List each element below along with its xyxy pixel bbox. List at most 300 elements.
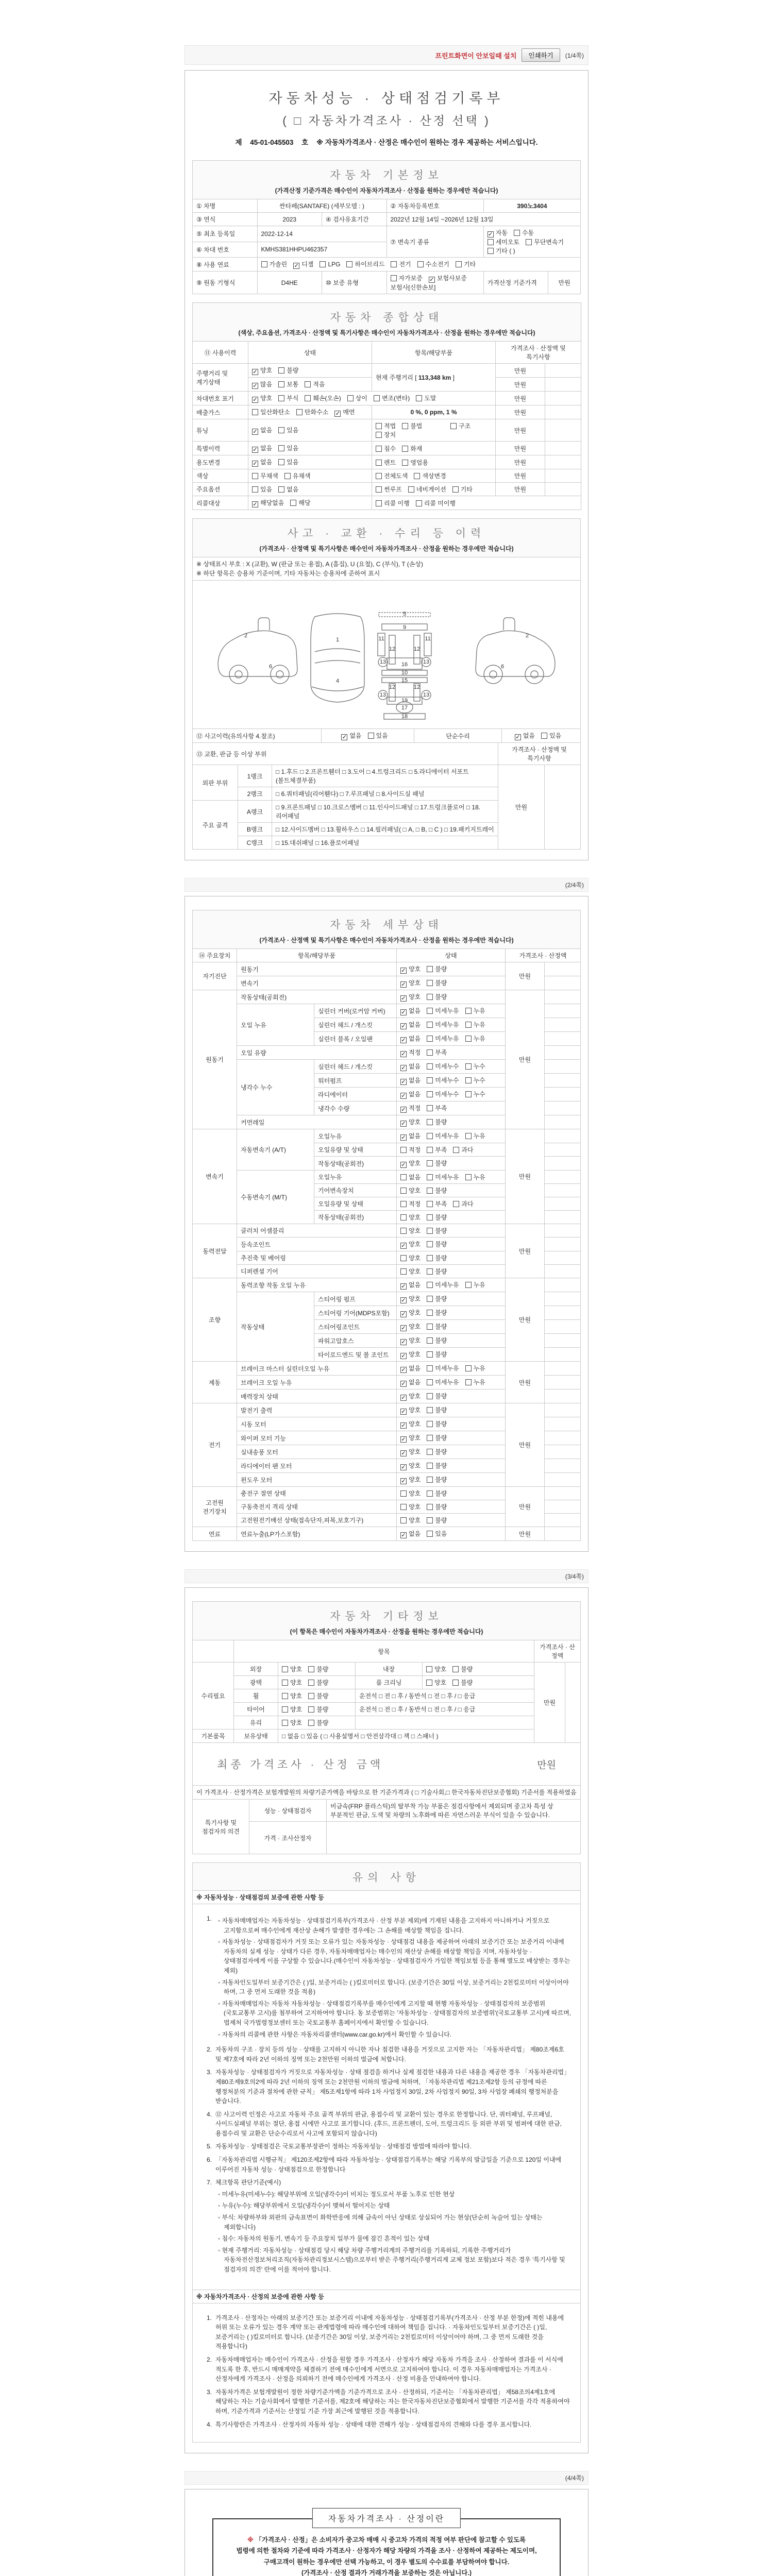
choice-불량[interactable]: 불량 — [427, 1447, 447, 1456]
choice-미세누유[interactable]: 미세누유 — [427, 1378, 459, 1386]
unchecked-checkbox[interactable] — [427, 1517, 433, 1523]
unchecked-checkbox[interactable] — [417, 261, 424, 267]
checked-checkbox[interactable] — [400, 1339, 407, 1345]
choice-변조(변타)[interactable]: 변조(변타) — [374, 394, 410, 402]
unchecked-checkbox[interactable] — [282, 1720, 288, 1726]
choice-있음[interactable]: 있음 — [368, 731, 388, 740]
unchecked-checkbox[interactable] — [400, 1490, 407, 1497]
choice-누유[interactable]: 누유 — [465, 1364, 485, 1372]
remark-cell[interactable] — [544, 1171, 580, 1184]
unchecked-checkbox[interactable] — [465, 1282, 472, 1288]
print-button[interactable]: 인쇄하기 — [522, 48, 560, 62]
unchecked-checkbox[interactable] — [427, 1147, 433, 1153]
unchecked-checkbox[interactable] — [320, 261, 326, 267]
choice-양호[interactable]: ✓양호 — [252, 366, 272, 375]
unchecked-checkbox[interactable] — [427, 1449, 433, 1455]
choice-불량[interactable]: 불량 — [427, 1433, 447, 1442]
unchecked-checkbox[interactable] — [278, 459, 284, 465]
unchecked-checkbox[interactable] — [252, 473, 258, 479]
unchecked-checkbox[interactable] — [282, 1706, 288, 1713]
remark-cell[interactable] — [545, 364, 581, 378]
choice-불량[interactable]: 불량 — [308, 1705, 328, 1714]
remark-cell[interactable] — [545, 442, 581, 455]
remark-cell[interactable] — [545, 483, 581, 496]
remark-cell[interactable] — [544, 1431, 580, 1445]
choice-침수[interactable]: 침수 — [376, 444, 396, 453]
choice-기타[interactable]: 기타 — [456, 260, 476, 268]
unchecked-checkbox[interactable] — [427, 1241, 433, 1247]
remark-cell[interactable] — [544, 1157, 580, 1171]
remark-cell[interactable] — [544, 1320, 580, 1334]
remark-cell[interactable] — [544, 1129, 580, 1143]
unchecked-checkbox[interactable] — [427, 1490, 433, 1497]
choice-양호[interactable]: ✓ 양호 — [400, 1336, 421, 1345]
choice-양호[interactable]: 양호 — [282, 1718, 302, 1727]
checked-checkbox[interactable] — [400, 1162, 407, 1168]
checked-checkbox[interactable] — [252, 447, 258, 453]
unchecked-checkbox[interactable] — [427, 1477, 433, 1483]
checked-checkbox[interactable] — [400, 1037, 407, 1043]
basic-items-checklist[interactable]: □ 없음 □ 있음 ( □ 사용설명서 □ 안전삼각대 □ 잭 □ 스패너 ) — [278, 1730, 534, 1743]
choice-누유[interactable]: 누유 — [465, 1378, 485, 1386]
checked-checkbox[interactable] — [400, 1367, 407, 1373]
choice-수동[interactable]: 수동 — [514, 228, 534, 237]
choice-불량[interactable]: 불량 — [427, 1186, 447, 1195]
choice-불량[interactable]: 불량 — [308, 1678, 328, 1687]
choice-양호[interactable]: ✓ 양호 — [400, 1322, 421, 1331]
choice-양호[interactable]: 양호 — [400, 1489, 421, 1498]
unchecked-checkbox[interactable] — [402, 460, 408, 466]
unchecked-checkbox[interactable] — [376, 500, 382, 506]
unchecked-checkbox[interactable] — [427, 1379, 433, 1385]
choice-양호[interactable]: ✓ 양호 — [400, 1461, 421, 1470]
choice-미세누유[interactable]: 미세누유 — [427, 1034, 459, 1043]
choice-매연[interactable]: ✓ 매연 — [334, 408, 355, 417]
choice-탄화수소[interactable]: 탄화수소 — [296, 408, 328, 416]
choice-미세누수[interactable]: 미세누수 — [427, 1090, 459, 1098]
unchecked-checkbox[interactable] — [465, 1036, 472, 1042]
remark-cell[interactable] — [544, 1473, 580, 1487]
choice-리콜 이행[interactable]: 리콜 이행 — [376, 499, 410, 507]
choice-누수[interactable]: 누수 — [465, 1076, 485, 1084]
choice-양호[interactable]: ✓ 양호 — [400, 1405, 421, 1415]
unchecked-checkbox[interactable] — [296, 409, 303, 415]
remark-cell[interactable] — [544, 962, 580, 976]
checked-checkbox[interactable] — [400, 1381, 407, 1387]
choice-불량[interactable]: 불량 — [427, 1226, 447, 1235]
choice-적정[interactable]: ✓ 적정 — [400, 1104, 421, 1113]
unchecked-checkbox[interactable] — [391, 275, 397, 281]
unchecked-checkbox[interactable] — [427, 1228, 433, 1234]
choice-미세누유[interactable]: 미세누유 — [427, 1364, 459, 1372]
choice-미세누유[interactable]: 미세누유 — [427, 1131, 459, 1140]
install-notice[interactable]: 프린트화면이 안보일때 설치 — [435, 52, 517, 60]
choice-양호[interactable]: ✓ 양호 — [252, 394, 272, 403]
checked-checkbox[interactable] — [252, 383, 258, 389]
unchecked-checkbox[interactable] — [376, 486, 382, 493]
choice-양호[interactable]: 양호 — [400, 1502, 421, 1511]
choice-미세누유[interactable]: 미세누유 — [427, 1280, 459, 1289]
choice-누유[interactable]: 누유 — [465, 1034, 485, 1043]
unchecked-checkbox[interactable] — [465, 1022, 472, 1028]
unchecked-checkbox[interactable] — [427, 1063, 433, 1070]
remark-cell[interactable] — [544, 1046, 580, 1060]
checked-checkbox[interactable] — [400, 1051, 407, 1057]
choice-있음[interactable]: 있음 — [278, 444, 298, 452]
choice-무단변속기[interactable]: 무단변속기 — [526, 238, 564, 246]
remark-cell[interactable] — [545, 378, 581, 392]
remark-cell[interactable] — [545, 455, 581, 469]
remark-cell[interactable] — [544, 1101, 580, 1115]
unchecked-checkbox[interactable] — [427, 1504, 433, 1510]
choice-없음[interactable]: ✓ 없음 — [252, 444, 272, 453]
choice-양호[interactable]: ✓ 양호 — [400, 1447, 421, 1456]
choice-많음[interactable]: ✓많음 — [252, 380, 272, 389]
unchecked-checkbox[interactable] — [465, 1063, 472, 1070]
part-checklist[interactable]: □ 1.후드 □ 2.프론트휀더 □ 3.도어 □ 4.트렁크리드 □ 5.라디에이터 서포트(볼트체결부품) — [272, 765, 498, 787]
choice-양호[interactable]: ✓ 양호 — [400, 992, 421, 1002]
checked-checkbox[interactable] — [400, 1107, 407, 1113]
unchecked-checkbox[interactable] — [346, 261, 352, 267]
checked-checkbox[interactable] — [252, 369, 258, 375]
choice-부식[interactable]: 부식 — [278, 394, 298, 402]
unchecked-checkbox[interactable] — [376, 460, 382, 466]
repair-item-detail[interactable] — [356, 1716, 534, 1730]
unchecked-checkbox[interactable] — [278, 381, 284, 387]
choice-없음[interactable]: ✓ 없음 — [341, 731, 361, 740]
checked-checkbox[interactable] — [400, 1464, 407, 1470]
choice-불량[interactable]: 불량 — [427, 978, 447, 987]
part-checklist[interactable]: □ 9.프론트패널 □ 10.크로스멤버 □ 11.인사이드패널 □ 17.트렁크플로어 □ 18.리어패널 — [272, 801, 498, 823]
checked-checkbox[interactable] — [400, 1079, 407, 1085]
choice-적정[interactable]: ✓ 적정 — [400, 1048, 421, 1057]
choice-누유[interactable]: 누유 — [465, 1280, 485, 1289]
unchecked-checkbox[interactable] — [400, 1228, 407, 1234]
checked-checkbox[interactable] — [400, 1121, 407, 1127]
unchecked-checkbox[interactable] — [427, 1255, 433, 1261]
choice-불량[interactable]: 불량 — [427, 1294, 447, 1303]
remark-cell[interactable] — [544, 1018, 580, 1032]
choice-부족[interactable]: 부족 — [427, 1199, 447, 1208]
choice-불량[interactable]: 불량 — [308, 1665, 328, 1673]
choice-양호[interactable]: 양호 — [426, 1665, 446, 1673]
choice-불량[interactable]: 불량 — [427, 964, 447, 973]
choice-미세누수[interactable]: 미세누수 — [427, 1076, 459, 1084]
unchecked-checkbox[interactable] — [402, 423, 408, 429]
unchecked-checkbox[interactable] — [376, 446, 382, 452]
choice-일산화탄소[interactable]: 일산화탄소 — [252, 408, 290, 416]
unchecked-checkbox[interactable] — [427, 1435, 433, 1441]
choice-불법[interactable]: 불법 — [402, 421, 422, 430]
unchecked-checkbox[interactable] — [427, 1105, 433, 1111]
unchecked-checkbox[interactable] — [453, 1147, 459, 1153]
choice-양호[interactable]: 양호 — [282, 1665, 302, 1673]
remark-cell[interactable] — [544, 1143, 580, 1157]
unchecked-checkbox[interactable] — [374, 395, 380, 401]
appraiser-remark-text[interactable] — [327, 1822, 581, 1854]
unchecked-checkbox[interactable] — [376, 423, 382, 429]
unchecked-checkbox[interactable] — [376, 473, 382, 479]
unchecked-checkbox[interactable] — [427, 1049, 433, 1056]
unchecked-checkbox[interactable] — [427, 1119, 433, 1125]
remark-cell[interactable] — [544, 1500, 580, 1514]
choice-불량[interactable]: 불량 — [278, 366, 298, 375]
choice-화재[interactable]: 화재 — [402, 444, 422, 453]
unchecked-checkbox[interactable] — [427, 1337, 433, 1344]
checked-checkbox[interactable] — [252, 501, 258, 507]
unchecked-checkbox[interactable] — [278, 367, 284, 374]
remark-cell[interactable] — [544, 1487, 580, 1500]
unchecked-checkbox[interactable] — [526, 239, 532, 245]
checked-checkbox[interactable] — [400, 1395, 407, 1401]
repair-item-detail[interactable]: 운전석 □ 전 □ 후 / 동반석 □ 전 □ 후 / □ 응급 — [356, 1703, 534, 1716]
unchecked-checkbox[interactable] — [278, 486, 284, 493]
choice-불량[interactable]: 불량 — [427, 1516, 447, 1524]
choice-네비게이션[interactable]: 네비게이션 — [408, 485, 446, 494]
unchecked-checkbox[interactable] — [427, 1268, 433, 1275]
checked-checkbox[interactable] — [400, 981, 407, 988]
choice-불량[interactable]: 불량 — [427, 1405, 447, 1414]
choice-불량[interactable]: 불량 — [427, 1461, 447, 1470]
choice-디젤[interactable]: ✓ 디젤 — [293, 260, 313, 269]
unchecked-checkbox[interactable] — [402, 446, 408, 452]
choice-불량[interactable]: 불량 — [427, 1475, 447, 1484]
unchecked-checkbox[interactable] — [414, 473, 420, 479]
choice-불량[interactable]: 불량 — [308, 1718, 328, 1727]
choice-양호[interactable]: 양호 — [282, 1705, 302, 1714]
choice-없음[interactable]: ✓ 없음 — [400, 1006, 421, 1015]
remark-cell[interactable] — [545, 765, 581, 850]
choice-해당[interactable]: 해당 — [290, 498, 310, 507]
choice-훼손(오손)[interactable]: 훼손(오손) — [305, 394, 341, 402]
unchecked-checkbox[interactable] — [465, 1077, 472, 1083]
unchecked-checkbox[interactable] — [347, 395, 354, 401]
choice-양호[interactable]: 양호 — [400, 1226, 421, 1235]
choice-자동[interactable]: ✓자동 — [488, 228, 508, 238]
choice-과다[interactable]: 과다 — [453, 1145, 473, 1154]
checked-checkbox[interactable] — [400, 1478, 407, 1484]
choice-전체도색[interactable]: 전체도색 — [376, 471, 408, 480]
unchecked-checkbox[interactable] — [541, 733, 547, 739]
choice-불량[interactable]: 불량 — [427, 1240, 447, 1248]
unchecked-checkbox[interactable] — [282, 1666, 288, 1672]
checked-checkbox[interactable] — [293, 263, 299, 269]
remark-cell[interactable] — [544, 1251, 580, 1265]
choice-양호[interactable]: 양호 — [400, 1213, 421, 1222]
remark-cell[interactable] — [544, 1376, 580, 1389]
checked-checkbox[interactable] — [429, 277, 435, 283]
unchecked-checkbox[interactable] — [452, 486, 459, 493]
unchecked-checkbox[interactable] — [400, 1201, 407, 1207]
unchecked-checkbox[interactable] — [427, 1091, 433, 1097]
checked-checkbox[interactable] — [341, 734, 347, 740]
checked-checkbox[interactable] — [400, 1311, 407, 1317]
choice-양호[interactable]: 양호 — [282, 1678, 302, 1687]
remark-cell[interactable] — [544, 1292, 580, 1306]
choice-불량[interactable]: 불량 — [427, 1117, 447, 1126]
choice-양호[interactable]: 양호 — [282, 1691, 302, 1700]
unchecked-checkbox[interactable] — [427, 1407, 433, 1413]
remark-cell[interactable] — [544, 1265, 580, 1278]
unchecked-checkbox[interactable] — [252, 486, 258, 493]
choice-불량[interactable]: 불량 — [452, 1678, 473, 1687]
choice-있음[interactable]: 있음 — [278, 457, 298, 466]
unchecked-checkbox[interactable] — [427, 1463, 433, 1469]
choice-불량[interactable]: 불량 — [427, 1350, 447, 1359]
unchecked-checkbox[interactable] — [290, 500, 296, 506]
remark-cell[interactable] — [545, 469, 581, 483]
choice-누유[interactable]: 누유 — [465, 1006, 485, 1015]
part-checklist[interactable]: □ 15.대쉬패널 □ 16.플로어패널 — [272, 836, 498, 850]
unchecked-checkbox[interactable] — [308, 1706, 314, 1713]
choice-도말[interactable]: 도말 — [416, 394, 436, 402]
choice-양호[interactable]: ✓ 양호 — [400, 1294, 421, 1303]
unchecked-checkbox[interactable] — [284, 473, 291, 479]
choice-없음[interactable]: ✓ 없음 — [400, 1280, 421, 1290]
unchecked-checkbox[interactable] — [465, 1174, 472, 1180]
unchecked-checkbox[interactable] — [427, 1296, 433, 1302]
repair-item-detail[interactable]: 운전석 □ 전 □ 후 / 동반석 □ 전 □ 후 / □ 응급 — [356, 1689, 534, 1703]
unchecked-checkbox[interactable] — [252, 409, 258, 415]
choice-불량[interactable]: 불량 — [427, 1308, 447, 1317]
choice-양호[interactable]: ✓ 양호 — [400, 1392, 421, 1401]
choice-적음[interactable]: 적음 — [305, 380, 325, 388]
unchecked-checkbox[interactable] — [427, 1324, 433, 1330]
unchecked-checkbox[interactable] — [400, 1504, 407, 1510]
choice-양호[interactable]: 양호 — [426, 1678, 446, 1687]
choice-누수[interactable]: 누수 — [465, 1062, 485, 1071]
unchecked-checkbox[interactable] — [308, 1666, 314, 1672]
choice-부족[interactable]: 부족 — [427, 1048, 447, 1057]
choice-불량[interactable]: 불량 — [427, 1392, 447, 1400]
choice-없음[interactable]: ✓ 없음 — [400, 1131, 421, 1141]
choice-구조[interactable]: 구조 — [450, 421, 470, 430]
choice-불량[interactable]: 불량 — [427, 992, 447, 1001]
unchecked-checkbox[interactable] — [400, 1214, 407, 1221]
choice-불량[interactable]: 불량 — [427, 1267, 447, 1276]
unchecked-checkbox[interactable] — [456, 261, 462, 267]
checked-checkbox[interactable] — [400, 1422, 407, 1429]
unchecked-checkbox[interactable] — [427, 1077, 433, 1083]
choice-불량[interactable]: 불량 — [427, 1159, 447, 1167]
unchecked-checkbox[interactable] — [261, 261, 267, 267]
checked-checkbox[interactable] — [515, 734, 521, 740]
choice-없음[interactable]: ✓ 없음 — [252, 457, 272, 467]
unchecked-checkbox[interactable] — [308, 1680, 314, 1686]
unchecked-checkbox[interactable] — [400, 1188, 407, 1194]
unchecked-checkbox[interactable] — [427, 1133, 433, 1139]
checked-checkbox[interactable] — [400, 1409, 407, 1415]
remark-cell[interactable] — [544, 1004, 580, 1018]
part-checklist[interactable]: □ 6.쿼터패널(리어휀다) □ 7.루프패널 □ 8.사이드실 패널 — [272, 787, 498, 801]
unchecked-checkbox[interactable] — [427, 1421, 433, 1427]
checked-checkbox[interactable] — [400, 1093, 407, 1099]
choice-누유[interactable]: 누유 — [465, 1131, 485, 1140]
choice-있음[interactable]: 있음 — [427, 1529, 447, 1538]
choice-보통[interactable]: 보통 — [278, 380, 298, 388]
remark-cell[interactable] — [544, 1306, 580, 1320]
choice-미세누유[interactable]: 미세누유 — [427, 1006, 459, 1015]
checked-checkbox[interactable] — [400, 1297, 407, 1303]
unchecked-checkbox[interactable] — [453, 1201, 459, 1207]
choice-양호[interactable]: 양호 — [400, 1253, 421, 1262]
checked-checkbox[interactable] — [252, 461, 258, 467]
choice-양호[interactable]: ✓ 양호 — [400, 1240, 421, 1249]
checked-checkbox[interactable] — [400, 1065, 407, 1071]
checked-checkbox[interactable] — [400, 1023, 407, 1029]
checked-checkbox[interactable] — [400, 1353, 407, 1359]
unchecked-checkbox[interactable] — [427, 1201, 433, 1207]
choice-불량[interactable]: 불량 — [427, 1489, 447, 1498]
choice-유채색[interactable]: 유채색 — [284, 471, 311, 480]
choice-불량[interactable]: 불량 — [427, 1213, 447, 1222]
choice-양호[interactable]: 양호 — [400, 1186, 421, 1195]
unchecked-checkbox[interactable] — [282, 1680, 288, 1686]
unchecked-checkbox[interactable] — [305, 381, 311, 387]
choice-누유[interactable]: 누유 — [465, 1173, 485, 1181]
remark-cell[interactable] — [544, 1514, 580, 1527]
remark-cell[interactable] — [544, 1238, 580, 1251]
choice-수소전기[interactable]: 수소전기 — [417, 260, 449, 268]
unchecked-checkbox[interactable] — [427, 1214, 433, 1221]
choice-없음[interactable]: ✓ 없음 — [400, 1020, 421, 1029]
remark-cell[interactable] — [544, 1403, 580, 1417]
unchecked-checkbox[interactable] — [427, 1022, 433, 1028]
choice-무채색[interactable]: 무채색 — [252, 471, 278, 480]
remark-cell[interactable] — [544, 1211, 580, 1224]
choice-양호[interactable]: ✓ 양호 — [400, 964, 421, 974]
checked-checkbox[interactable] — [400, 1283, 407, 1290]
unchecked-checkbox[interactable] — [427, 994, 433, 1000]
unchecked-checkbox[interactable] — [427, 1310, 433, 1316]
choice-전기[interactable]: 전기 — [391, 260, 411, 268]
remark-cell[interactable] — [544, 1060, 580, 1074]
unchecked-checkbox[interactable] — [308, 1720, 314, 1726]
unchecked-checkbox[interactable] — [488, 248, 494, 254]
remark-cell[interactable] — [544, 1197, 580, 1211]
choice-썬루프[interactable]: 썬루프 — [376, 485, 402, 494]
part-checklist[interactable]: □ 12.사이드멤버 □ 13.휠하우스 □ 14.필러패널( □ A, □ B, □ C ) □ 19.패키지트레이 — [272, 823, 498, 836]
unchecked-checkbox[interactable] — [308, 1693, 314, 1699]
remark-cell[interactable] — [544, 1417, 580, 1431]
choice-해당없음[interactable]: ✓ 해당없음 — [252, 498, 284, 507]
remark-cell[interactable] — [545, 392, 581, 405]
unchecked-checkbox[interactable] — [282, 1693, 288, 1699]
remark-cell[interactable] — [544, 1088, 580, 1101]
choice-적정[interactable]: 적정 — [400, 1199, 421, 1208]
choice-없음[interactable]: ✓ 없음 — [400, 1076, 421, 1085]
checked-checkbox[interactable] — [400, 1450, 407, 1456]
choice-가솔린[interactable]: 가솔린 — [261, 260, 288, 268]
unchecked-checkbox[interactable] — [427, 1393, 433, 1399]
unchecked-checkbox[interactable] — [368, 733, 374, 739]
remark-cell[interactable] — [544, 1389, 580, 1403]
choice-색상변경[interactable]: 색상변경 — [414, 471, 446, 480]
remark-cell[interactable] — [544, 1074, 580, 1088]
choice-없음[interactable]: 없음 — [400, 1173, 421, 1181]
unchecked-checkbox[interactable] — [400, 1147, 407, 1153]
unchecked-checkbox[interactable] — [400, 1268, 407, 1275]
choice-양호[interactable]: ✓ 양호 — [400, 1159, 421, 1168]
remark-cell[interactable] — [544, 1032, 580, 1046]
checked-checkbox[interactable] — [400, 968, 407, 974]
unchecked-checkbox[interactable] — [400, 1255, 407, 1261]
choice-불량[interactable]: 불량 — [427, 1336, 447, 1345]
choice-양호[interactable]: ✓ 양호 — [400, 1308, 421, 1317]
choice-불량[interactable]: 불량 — [452, 1665, 473, 1673]
choice-양호[interactable]: ✓ 양호 — [400, 1433, 421, 1443]
remark-cell[interactable] — [544, 1348, 580, 1362]
